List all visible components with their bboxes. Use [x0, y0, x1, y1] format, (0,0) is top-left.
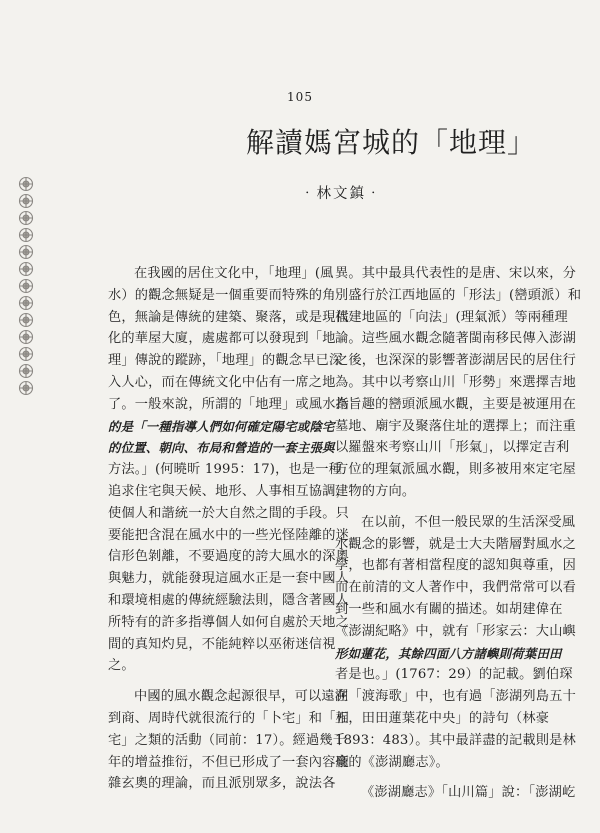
text-line: 異。其中最具代表性的是唐、宋以來，分	[335, 266, 576, 281]
text-line: 論。這些風水觀念隨著閩南移民傳入澎湖	[335, 331, 576, 347]
text-line: 要能把含混在風水中的一些光怪陸離的迷	[108, 527, 349, 543]
text-line: 雜玄奧的理論，而且派別眾多，說法各	[108, 776, 336, 792]
text-line: 學，也都有著相當程度的認知與尊重，因	[335, 558, 576, 574]
text-line: 形如蓮花，其餘四面八方諸嶼則荷葉田田	[335, 645, 562, 661]
text-line: 宅」之類的活動（同前：17）。經過幾千	[108, 732, 347, 748]
text-line: 所特有的許多指導個人如何自處於天地之	[108, 614, 349, 630]
text-line: 到一些和風水有關的描述。如胡建偉在	[335, 601, 563, 617]
text-line: 的是「一種指導人們如何確定陽宅或陰宅	[108, 418, 335, 434]
text-line: 《澎湖紀略》中，就有「形家云：大山嶼	[335, 623, 576, 639]
text-line: 水觀念的影響，就是士大夫階層對風水之	[335, 536, 576, 552]
text-line: 的位置、朝向、布局和營造的一套主張與	[108, 440, 335, 456]
text-line: 為旨趣的巒頭派風水觀，主要是被運用在	[335, 396, 576, 412]
text-line: 入人心，而在傳統文化中佔有一席之地	[108, 374, 336, 390]
text-line: 理」傳說的蹤跡，「地理」的觀念早已深	[108, 353, 343, 369]
article-title: 解讀媽宮城的「地理」	[246, 126, 537, 159]
text-line: 方位的理氣派風水觀，則多被用來定宅屋	[335, 462, 576, 478]
text-line: 在以前，不但一般民眾的生活深受風	[361, 514, 576, 530]
text-line: 追求住宅與天候、地形、人事相互協調，	[108, 483, 349, 499]
text-line: 化的華屋大廈，處處都可以發現到「地	[108, 331, 336, 347]
page-number: 105	[287, 90, 313, 104]
text-line: 使個人和諧統一於大自然之間的手段。只	[108, 505, 349, 521]
text-line: 之後，也深深的影響著澎湖居民的居住行	[335, 353, 576, 369]
text-line: 以羅盤來考察山川「形氣」，以擇定吉利	[335, 440, 570, 456]
text-line: 別盛行於江西地區的「形法」(巒頭派）和	[335, 287, 582, 303]
left-text-column	[108, 263, 349, 795]
text-line: 福建地區的「向法」(理氣派）等兩種理	[335, 309, 568, 325]
text-line: 者是也。」(1767：29）的記載。劉伯琛	[335, 667, 573, 683]
text-line: 之。	[108, 658, 135, 674]
text-line: 在「渡海歌」中，也有過「澎湖列島五十	[335, 689, 576, 705]
text-line: 年的增益推衍，不但已形成了一套內容龐	[108, 754, 349, 770]
right-text-column	[335, 263, 582, 804]
article-author: ‧林文鎮‧	[300, 186, 383, 202]
text-line: 與魅力，就能發現這風水正是一套中國人	[108, 571, 349, 587]
text-line: 為。其中以考察山川「形勢」來選擇吉地	[335, 374, 576, 390]
text-line: 1893：483）。其中最詳盡的記載則是林	[335, 732, 576, 748]
vertical-ornament-decoration	[17, 176, 35, 391]
text-line: 和環境相處的傳統經驗法則，隱含著國人	[108, 592, 349, 608]
text-line: 信形色剝離，不要過度的誇大風水的深奧	[108, 549, 349, 565]
text-line: 墓地、廟宇及聚落住址的選擇上；而注重	[335, 418, 576, 434]
text-line: 方法。」(何曉昕 1995：17)，也是一種	[108, 462, 343, 478]
text-line: 中國的風水觀念起源很早，可以遠溯	[134, 689, 349, 705]
text-line: 色，無論是傳統的建築、聚落，或是現代	[108, 309, 349, 325]
text-line: 而在前清的文人著作中，我們常常可以看	[335, 580, 576, 596]
text-line: 在我國的居住文化中，「地理」(風	[134, 266, 334, 281]
text-line: 建物的方向。	[335, 483, 416, 499]
text-line: 到商、周時代就很流行的「卜宅」和「相	[108, 710, 349, 726]
text-line: 間的真知灼見，不能純粹以巫術迷信視	[108, 636, 336, 652]
text-line: 五，田田蓮葉花中央」的詩句（林豪	[335, 710, 550, 726]
text-line: 豪的《澎湖廳志》。	[335, 754, 449, 770]
text-line: 了。一般來說，所謂的「地理」或風水指	[108, 396, 349, 412]
text-line: 《澎湖廳志》「山川篇」說：「澎湖屹	[361, 785, 576, 801]
text-line: 水）的觀念無疑是一個重要而特殊的角	[108, 287, 336, 303]
